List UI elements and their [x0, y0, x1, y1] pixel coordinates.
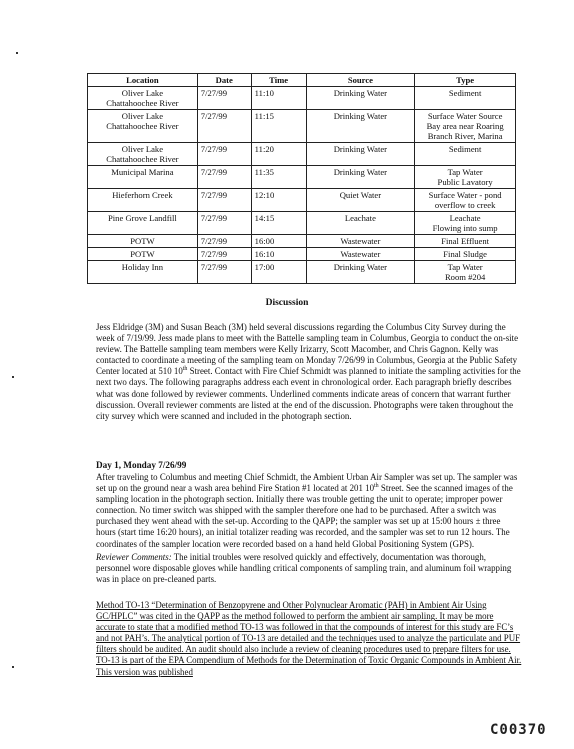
column-header: Source — [306, 74, 415, 87]
table-row — [88, 212, 516, 235]
reviewer-comments-text: The initial troubles were resolved quickly and effectively, documentation was thorough, personnel wore disposable gloves while handling critical components of sampling train, and aluminum foil wrapping was in place on pre-cleaned parts. — [96, 552, 512, 585]
time-cell: 11:15 — [251, 110, 306, 143]
source-cell: Quiet Water — [306, 189, 415, 212]
date-cell: 7/27/99 — [197, 110, 251, 143]
source-cell: Drinking Water — [306, 143, 415, 166]
location-cell: Hieferhorn Creek — [88, 189, 198, 212]
source-cell: Drinking Water — [306, 87, 415, 110]
source-cell: Wastewater — [306, 248, 415, 261]
scan-mark — [12, 666, 14, 668]
date-cell: 7/27/99 — [197, 235, 251, 248]
location-cell: Municipal Marina — [88, 166, 198, 189]
location-cell: Holiday Inn — [88, 261, 198, 284]
table-row — [88, 166, 516, 189]
time-cell: 11:20 — [251, 143, 306, 166]
date-cell: 7/27/99 — [197, 87, 251, 110]
table-row — [88, 261, 516, 284]
date-cell: 7/27/99 — [197, 166, 251, 189]
table-row — [88, 143, 516, 166]
table-row — [88, 189, 516, 212]
table-row — [88, 248, 516, 261]
date-cell: 7/27/99 — [197, 143, 251, 166]
source-cell: Drinking Water — [306, 110, 415, 143]
location-cell: POTW — [88, 235, 198, 248]
type-cell: Surface Water Source Bay area near Roaring Branch River, Marina — [415, 110, 516, 143]
location-cell: Oliver Lake Chattahoochee River — [88, 87, 198, 110]
sampling-table — [87, 73, 516, 284]
time-cell: 17:00 — [251, 261, 306, 284]
date-cell: 7/27/99 — [197, 212, 251, 235]
type-cell: Final Effluent — [415, 235, 516, 248]
reviewer-comments-label: Reviewer Comments: — [96, 552, 172, 562]
time-cell: 16:00 — [251, 235, 306, 248]
column-header: Date — [197, 74, 251, 87]
time-cell: 16:10 — [251, 248, 306, 261]
type-cell: Tap Water Public Lavatory — [415, 166, 516, 189]
day1-paragraph: After traveling to Columbus and meeting Chief Schmidt, the Ambient Urban Air Sampler was set up. The sampler was set up on the ground near a wash area behind Fire Station #1 located at 201 10th Street. See the scanned images of the sampling location in the photograph section. Initially there was trouble getting the unit to operate; improper power connection. No timer switch was shipped with the sampler therefore one had to be purchased. After a switch was purchased they went ahead with the set-up. According to the QAPP; the sampler was set up at 15:00 hours ± three hours (start time 16:20 hours), an initial totalizer reading was recorded, and the sampler was set to run 12 hours. The coordinates of the sampler location were recorded based on a hand held Global Positioning System (GPS). — [96, 472, 518, 549]
table-row — [88, 110, 516, 143]
time-cell: 11:10 — [251, 87, 306, 110]
day1-heading: Day 1, Monday 7/26/99 — [96, 460, 187, 470]
scan-mark — [16, 52, 18, 54]
location-cell: Oliver Lake Chattahoochee River — [88, 110, 198, 143]
date-cell: 7/27/99 — [197, 248, 251, 261]
type-cell: Surface Water - pond overflow to creek — [415, 189, 516, 212]
table-header-row — [88, 74, 516, 87]
time-cell: 11:35 — [251, 166, 306, 189]
reviewer-comments-paragraph — [96, 552, 522, 585]
method-concern-paragraph: Method TO-13 “Determination of Benzopyrene and Other Polynuclear Aromatic (PAH) in Ambient Air Using GC/HPLC” was cited in the QAPP as the method followed to perform the ambient air sampling. It may be more accurate to state that a modified method TO-13 was followed in that the compounds of interest for this study are FC’s and not PAH’s. The analytical portion of TO-13 are detailed and the techniques used to analyze the particulate and PUF filters should be audited. An audit should also include a review of cleaning procedures used to prepare filters for use. TO-13 is part of the EPA Compendium of Methods for the Determination of Toxic Organic Compounds in Ambient Air. This version was published — [96, 600, 522, 677]
type-cell: Leachate Flowing into sump — [415, 212, 516, 235]
discussion-heading: Discussion — [265, 298, 309, 308]
source-cell: Wastewater — [306, 235, 415, 248]
column-header: Time — [251, 74, 306, 87]
source-cell: Drinking Water — [306, 261, 415, 284]
intro-paragraph: Jess Eldridge (3M) and Susan Beach (3M) held several discussions regarding the Columbus City Survey during the week of 7/19/99. Jess made plans to meet with the Battelle sampling team in Columbus, Georgia to conduct the on-site review. The Battelle sampling team members were Kelly Irizarry, Scott Macomber, and Chris Gagnon. Kelly was contacted to coordinate a meeting of the sampling team on Monday 7/26/99 in Columbus, Georgia at the Public Safety Center located at 510 10th Street. Contact with Fire Chief Schmidt was planned to initiate the sampling activities for the next two days. The following paragraphs address each event in chronological order. Each paragraph briefly describes what was done followed by reviewer comments. Underlined comments indicate areas of concern that warrant further discussion. Overall reviewer comments are listed at the end of the discussion. Photographs were taken throughout the city survey which were scanned and included in the photograph section. — [96, 322, 521, 421]
column-header: Location — [88, 74, 198, 87]
table-row — [88, 235, 516, 248]
source-cell: Drinking Water — [306, 166, 415, 189]
table-row — [88, 87, 516, 110]
time-cell: 12:10 — [251, 189, 306, 212]
page-number-stamp: C00370 — [490, 722, 547, 738]
type-cell: Sediment — [415, 143, 516, 166]
location-cell: Pine Grove Landfill — [88, 212, 198, 235]
source-cell: Leachate — [306, 212, 415, 235]
type-cell: Final Sludge — [415, 248, 516, 261]
date-cell: 7/27/99 — [197, 189, 251, 212]
column-header: Type — [415, 74, 516, 87]
scan-mark — [12, 376, 14, 378]
location-cell: POTW — [88, 248, 198, 261]
type-cell: Tap Water Room #204 — [415, 261, 516, 284]
date-cell: 7/27/99 — [197, 261, 251, 284]
location-cell: Oliver Lake Chattahoochee River — [88, 143, 198, 166]
time-cell: 14:15 — [251, 212, 306, 235]
type-cell: Sediment — [415, 87, 516, 110]
